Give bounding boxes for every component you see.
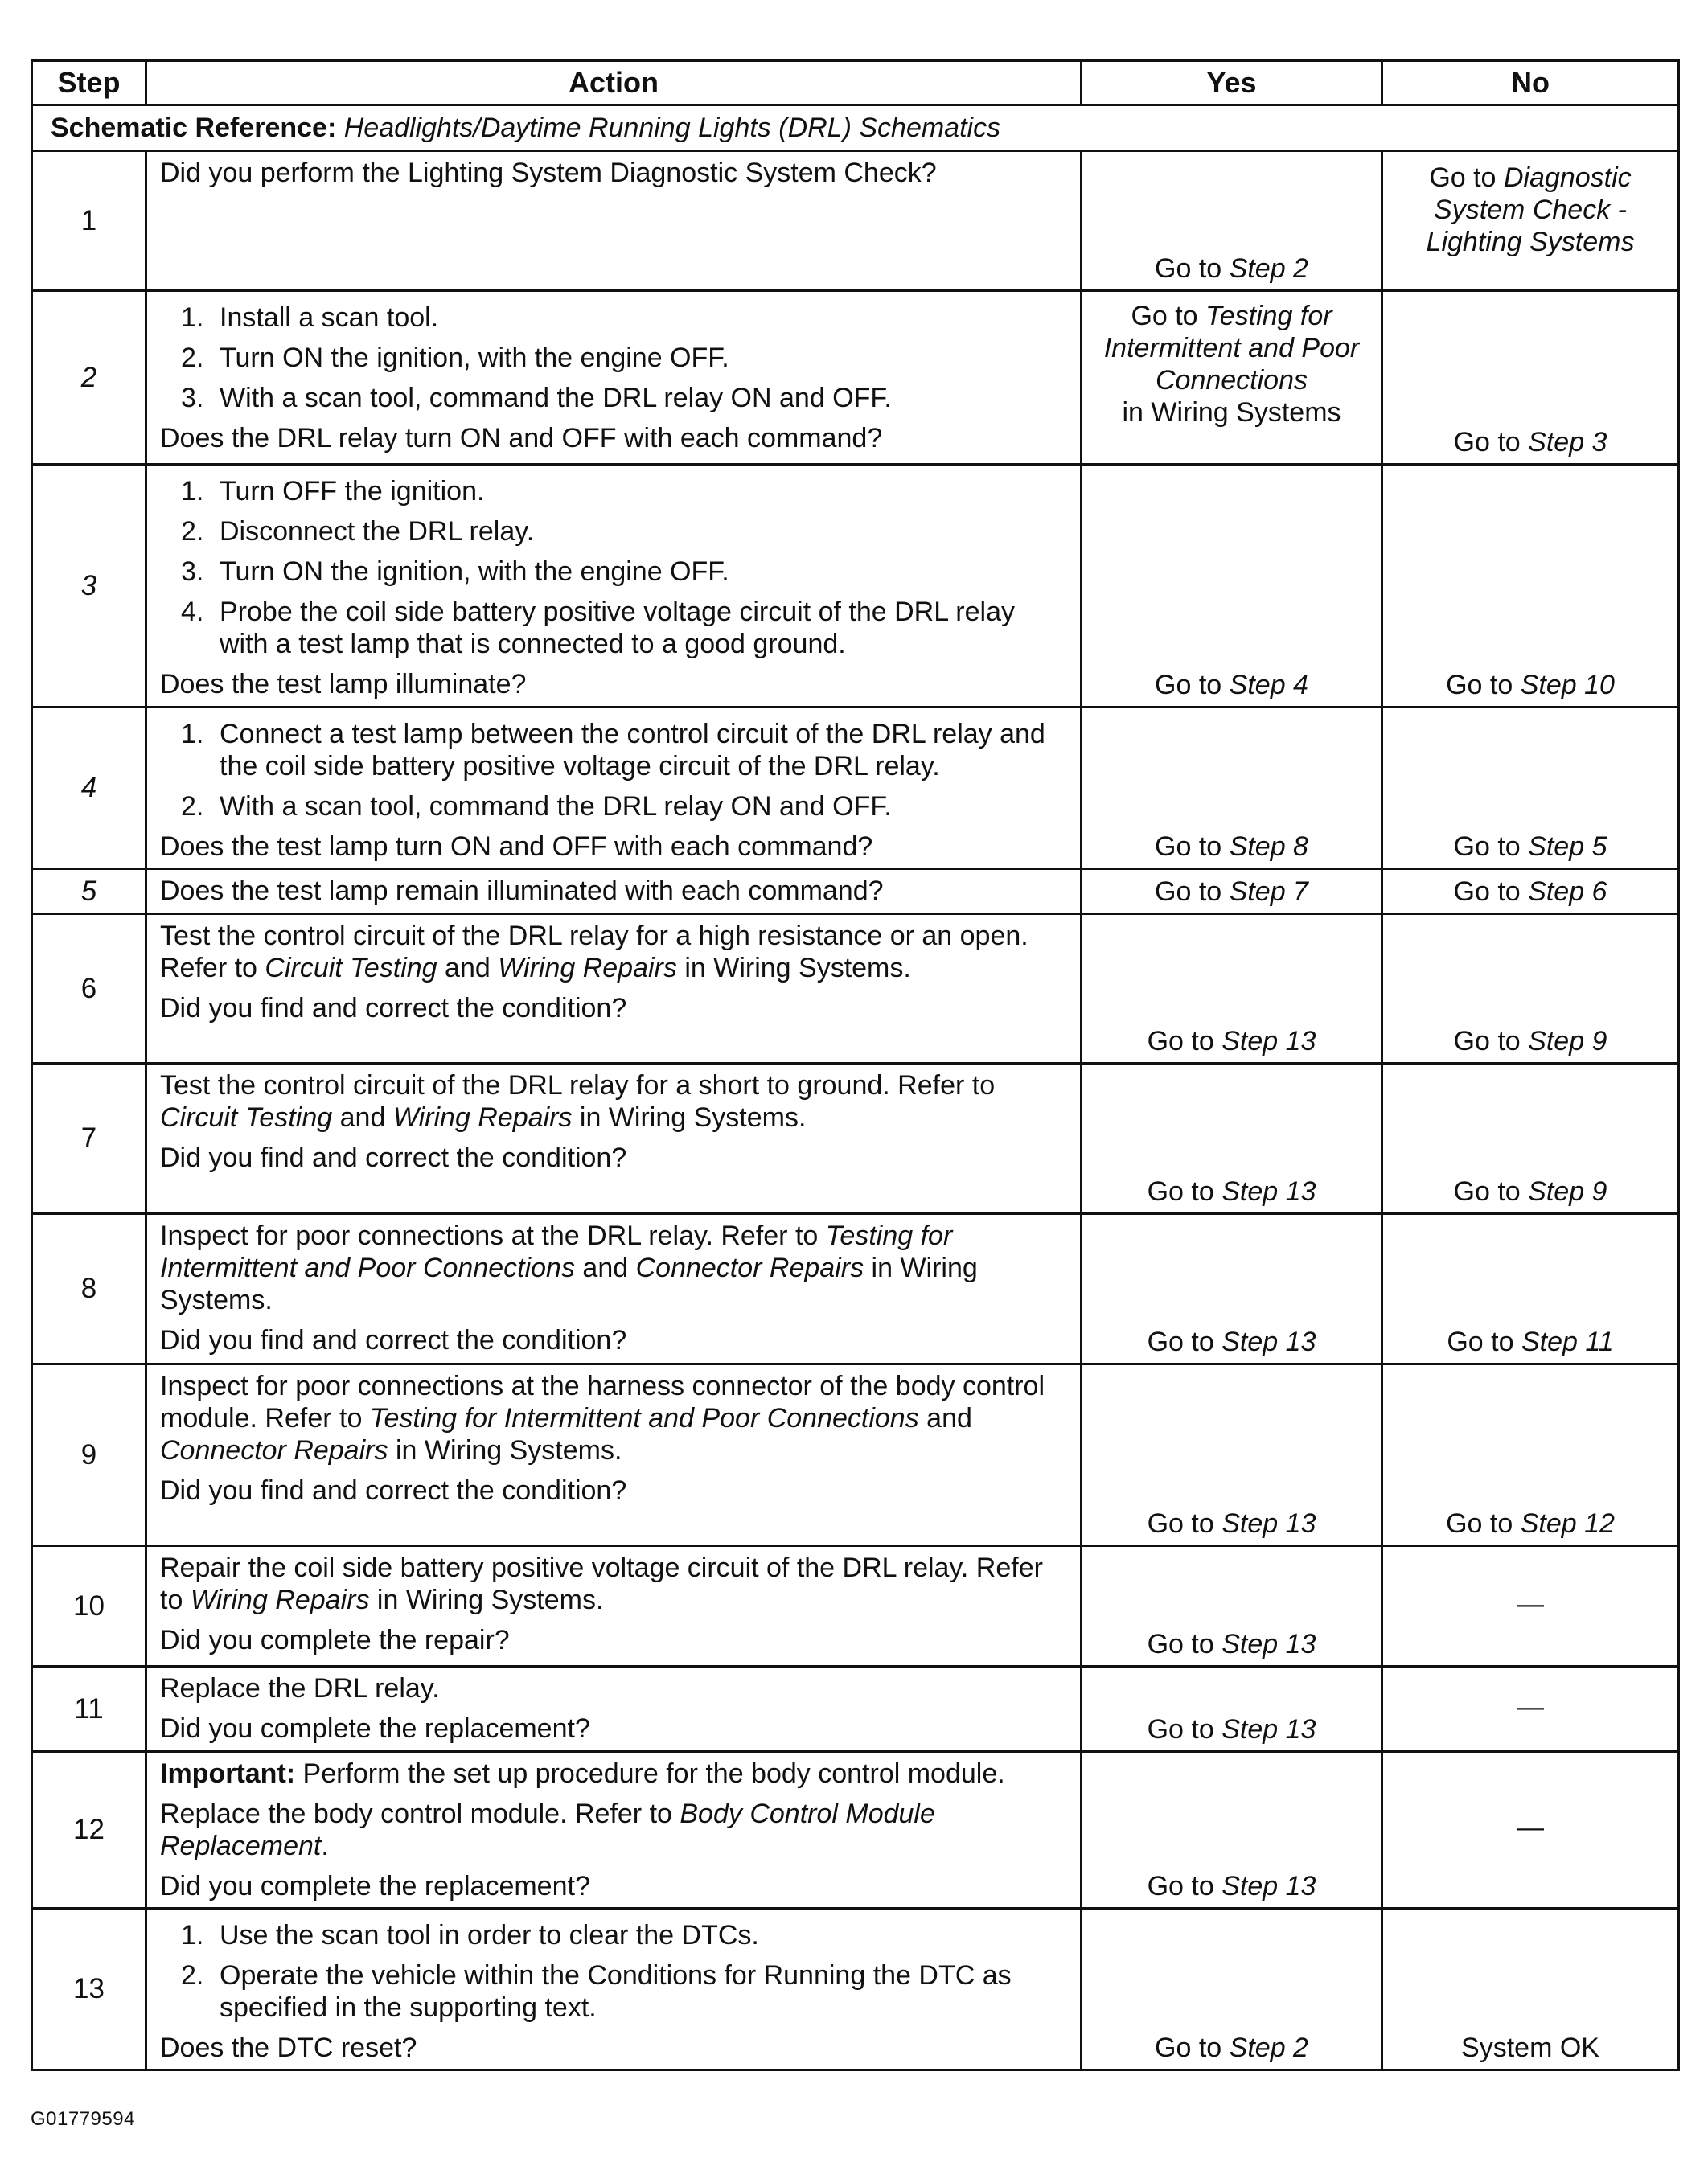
list-item: 2. Turn ON the ignition, with the engine OFF. — [181, 343, 729, 373]
action-text: Did you perform the Lighting System Diagnostic System Check? — [160, 158, 937, 188]
action-cell — [146, 708, 1082, 869]
table-row — [32, 1364, 1679, 1546]
no-cell: — — [1382, 1546, 1679, 1667]
list-item: 3. With a scan tool, command the DRL relay ON and OFF. — [181, 383, 892, 413]
list-item: 1. Connect a test lamp between the control circuit of the DRL relay and the coil side battery positive voltage circuit of the DRL relay. — [181, 719, 1045, 782]
no-link[interactable]: Diagnostic System Check - Lighting Systems — [1426, 162, 1635, 257]
no-link[interactable]: Step 6 — [1528, 876, 1607, 907]
list-item: 2. Disconnect the DRL relay. — [181, 516, 535, 547]
diagnostic-table — [31, 59, 1680, 2071]
question-text: Did you complete the repair? — [160, 1625, 510, 1655]
action-cell — [146, 914, 1082, 1064]
yes-cell: Go to Step 13 — [1082, 1752, 1382, 1909]
table-row — [32, 151, 1679, 291]
step-number: 1 — [32, 151, 146, 291]
no-cell: Go to Step 10 — [1382, 465, 1679, 708]
action-cell — [146, 291, 1082, 465]
no-cell: Go to Diagnostic System Check - Lighting Systems — [1382, 151, 1679, 291]
step-number: 11 — [32, 1667, 146, 1752]
no-link[interactable]: Step 11 — [1521, 1327, 1614, 1357]
no-cell: — — [1382, 1667, 1679, 1752]
no-link[interactable]: Step 9 — [1528, 1176, 1607, 1207]
question-text: Did you complete the replacement? — [160, 1713, 590, 1744]
list-item: 1. Turn OFF the ignition. — [181, 476, 485, 507]
list-item: 1. Install a scan tool. — [181, 302, 439, 333]
yes-cell: Go to Step 13 — [1082, 1667, 1382, 1752]
question-text: Did you complete the replacement? — [160, 1871, 590, 1901]
list-item: 4. Probe the coil side battery positive voltage circuit of the DRL relay with a test lamp that is connected to a good ground. — [181, 597, 1016, 659]
table-row — [32, 1546, 1679, 1667]
yes-link[interactable]: Step 13 — [1221, 1176, 1316, 1207]
yes-cell: Go to Step 2 — [1082, 1909, 1382, 2070]
no-link[interactable]: Step 5 — [1528, 831, 1607, 862]
yes-link[interactable]: Step 13 — [1221, 1629, 1316, 1659]
action-cell — [146, 1064, 1082, 1214]
yes-link[interactable]: Step 13 — [1221, 1508, 1316, 1539]
yes-cell: Go to Step 4 — [1082, 465, 1382, 708]
step-number: 4 — [32, 708, 146, 869]
step-number: 12 — [32, 1752, 146, 1909]
schematic-label: Schematic Reference: — [51, 112, 337, 143]
schematic-reference — [32, 105, 1679, 151]
yes-cell: Go to Step 13 — [1082, 1546, 1382, 1667]
action-cell — [146, 1546, 1082, 1667]
header-action: Action — [146, 61, 1082, 105]
no-cell: Go to Step 3 — [1382, 291, 1679, 465]
no-cell: Go to Step 5 — [1382, 708, 1679, 869]
action-cell — [146, 1364, 1082, 1546]
schematic-row — [32, 105, 1679, 151]
no-cell: — — [1382, 1752, 1679, 1909]
no-link[interactable]: Step 10 — [1520, 670, 1615, 700]
yes-cell: Go to Step 2 — [1082, 151, 1382, 291]
yes-link[interactable]: Testing for Intermittent and Poor Connections — [1103, 301, 1360, 396]
action-cell — [146, 869, 1082, 914]
table-row — [32, 291, 1679, 465]
action-cell — [146, 1667, 1082, 1752]
step-number: 8 — [32, 1214, 146, 1364]
no-link[interactable]: Step 12 — [1520, 1508, 1615, 1539]
question-text: Did you find and correct the condition? — [160, 1143, 627, 1173]
step-number: 9 — [32, 1364, 146, 1546]
question-text: Does the DRL relay turn ON and OFF with each command? — [160, 423, 883, 453]
table-row — [32, 1064, 1679, 1214]
no-cell: Go to Step 9 — [1382, 1064, 1679, 1214]
table-row — [32, 1909, 1679, 2070]
list-item: 2. With a scan tool, command the DRL relay ON and OFF. — [181, 791, 892, 822]
action-text: Replace the body control module. Refer to Body Control Module Replacement. — [160, 1799, 935, 1861]
header-yes: Yes — [1082, 61, 1382, 105]
no-link[interactable]: Step 9 — [1528, 1026, 1607, 1056]
step-number: 2 — [32, 291, 146, 465]
important-note: Important: Perform the set up procedure for the body control module. — [160, 1758, 1005, 1789]
figure-id: G01779594 — [31, 2108, 135, 2130]
question-text: Does the test lamp illuminate? — [160, 669, 527, 699]
yes-cell: Go to Step 13 — [1082, 1064, 1382, 1214]
yes-cell: Go to Step 7 — [1082, 869, 1382, 914]
yes-cell: Go to Step 13 — [1082, 1214, 1382, 1364]
step-number: 10 — [32, 1546, 146, 1667]
action-cell — [146, 1214, 1082, 1364]
question-text: Does the DTC reset? — [160, 2033, 417, 2063]
action-cell — [146, 1752, 1082, 1909]
table-row — [32, 1667, 1679, 1752]
action-text: Inspect for poor connections at the harness connector of the body control module. Refer to Testing for Intermittent and Poor Connections and Connector Repairs in Wiring Systems. — [160, 1371, 1045, 1466]
table-row — [32, 1214, 1679, 1364]
step-number: 7 — [32, 1064, 146, 1214]
yes-link[interactable]: Step 2 — [1229, 253, 1308, 284]
yes-link[interactable]: Step 2 — [1229, 2033, 1308, 2063]
list-item: 3. Turn ON the ignition, with the engine OFF. — [181, 556, 729, 587]
no-link[interactable]: Step 3 — [1528, 427, 1607, 457]
header-row — [32, 61, 1679, 105]
action-cell — [146, 465, 1082, 708]
yes-link[interactable]: Step 8 — [1229, 831, 1308, 862]
action-text: Repair the coil side battery positive voltage circuit of the DRL relay. Refer to Wiring Repairs in Wiring Systems. — [160, 1553, 1043, 1615]
no-cell: Go to Step 9 — [1382, 914, 1679, 1064]
table-row — [32, 869, 1679, 914]
schematic-value: Headlights/Daytime Running Lights (DRL) Schematics — [343, 112, 1001, 143]
yes-cell: Go to Step 8 — [1082, 708, 1382, 869]
yes-link[interactable]: Step 13 — [1221, 1327, 1316, 1357]
action-text: Test the control circuit of the DRL relay for a high resistance or an open. Refer to Circuit Testing and Wiring Repairs in Wiring Systems. — [160, 921, 1028, 983]
step-number: 5 — [32, 869, 146, 914]
question-text: Did you find and correct the condition? — [160, 1475, 627, 1506]
question-text: Did you find and correct the condition? — [160, 1325, 627, 1356]
action-text: Replace the DRL relay. — [160, 1673, 440, 1704]
no-cell: Go to Step 11 — [1382, 1214, 1679, 1364]
header-step: Step — [32, 61, 146, 105]
no-cell: Go to Step 12 — [1382, 1364, 1679, 1546]
yes-link[interactable]: Step 13 — [1221, 1714, 1316, 1745]
question-text: Does the test lamp remain illuminated with each command? — [160, 876, 884, 906]
step-number: 6 — [32, 914, 146, 1064]
list-item: 2. Operate the vehicle within the Conditions for Running the DTC as specified in the supporting text. — [181, 1960, 1012, 2023]
table-row — [32, 1752, 1679, 1909]
table-row — [32, 465, 1679, 708]
no-cell: Go to Step 6 — [1382, 869, 1679, 914]
yes-link[interactable]: Step 13 — [1221, 1026, 1316, 1056]
action-cell — [146, 151, 1082, 291]
question-text: Did you find and correct the condition? — [160, 993, 627, 1024]
action-text: Inspect for poor connections at the DRL relay. Refer to Testing for Intermittent and Poor Connections and Connector Repairs in Wiring Systems. — [160, 1220, 978, 1315]
list-item: 1. Use the scan tool in order to clear the DTCs. — [181, 1920, 759, 1951]
action-cell — [146, 1909, 1082, 2070]
action-text: Test the control circuit of the DRL relay for a short to ground. Refer to Circuit Testing and Wiring Repairs in Wiring Systems. — [160, 1070, 996, 1133]
question-text: Does the test lamp turn ON and OFF with each command? — [160, 831, 873, 862]
yes-link[interactable]: Step 4 — [1229, 670, 1308, 700]
yes-link[interactable]: Step 13 — [1221, 1871, 1316, 1901]
step-number: 3 — [32, 465, 146, 708]
header-no: No — [1382, 61, 1679, 105]
step-number: 13 — [32, 1909, 146, 2070]
table-row — [32, 708, 1679, 869]
yes-cell: Go to Testing for Intermittent and Poor Connections in Wiring Systems — [1082, 291, 1382, 465]
yes-cell: Go to Step 13 — [1082, 914, 1382, 1064]
yes-cell: Go to Step 13 — [1082, 1364, 1382, 1546]
yes-link[interactable]: Step 7 — [1229, 876, 1308, 907]
table-row — [32, 914, 1679, 1064]
no-cell: System OK — [1382, 1909, 1679, 2070]
